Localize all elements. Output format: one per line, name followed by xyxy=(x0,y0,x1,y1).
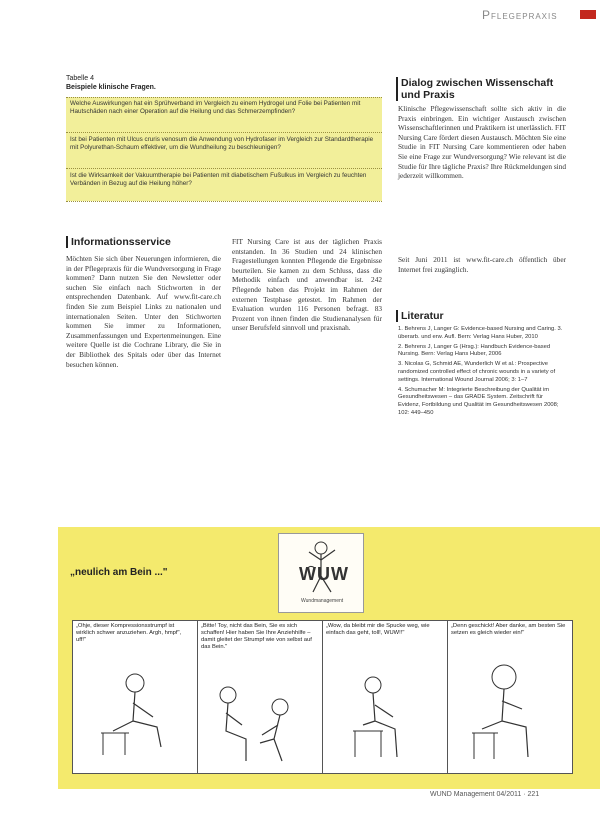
info-body-col2: FIT Nursing Care ist aus der täglichen Praxis entstanden. In 36 Studien und 24 klinischen Fragestellungen konnten Pflegende die Ergebnisse beurteilen. Sie kamen zu dem Schluss, dass die Methodik einfach und anwendbar ist. 242 Pflegende haben das Projekt im Rahmen der externen Testphase getestet. Im Rahmen der Evaluation wurden 116 Personen befragt. 83 Prozent von ihnen finden die Studienanalysen für unser Berufsfeld sinnvoll und praxisnah. xyxy=(232,237,382,333)
comic-panel-4 xyxy=(447,620,573,774)
table-row: Welche Auswirkungen hat ein Sprühverband im Vergleich zu einem Hydrogel und Folie bei Patienten mit Hautschäden nach einer Operation auf die Heilung und das Schmerzempfinden? xyxy=(70,100,361,115)
reference-item: 3. Nicolas G, Schmid AE, Wunderlich W et al.: Prospective randomized controlled effect of chronic wounds in a variety of settings. International Wound Journal 2006; 3: 1–7 xyxy=(398,361,556,383)
reference-item: 4. Schumacher M: Integrierte Beschreibung der Qualität im Gesundheitswesen – das GRADE System. Zeitschrift für Evidenz, Fortbildung und Qualität im Gesundheitswesen 2008; 102: 449–450 xyxy=(398,386,559,416)
dialog-body: Klinische Pflegewissenschaft sollte sich aktiv in die Praxis einbringen. Ein wichtiger Austausch zwischen Wissenschaftlerinnen und Praktikern ist unerlässlich. FIT Nursing Care fördert diesen Austausch. Möchten Sie eine Studie in FIT Nursing Care kommentieren oder haben Sie eine Frage zur Wundversorgung? Wie relevant ist die Studie für Ihre tägliche Praxis? Ihre Rückmeldungen sind jederzeit willkommen. xyxy=(398,104,566,181)
comic-panel-1 xyxy=(72,620,198,774)
dialog-heading: Dialog zwischen Wissenschaft und Praxis xyxy=(396,77,571,101)
speech-bubble: „Denn geschickt! Aber danke, am besten Sie setzen es gleich wieder ein!" xyxy=(451,623,566,636)
table-caption xyxy=(66,74,386,92)
comic-title: „neulich am Bein ..." xyxy=(70,567,168,578)
speech-bubble: „Ohje, dieser Kompressionsstrumpf ist wirklich schwer anzuziehen. Argh, hmpf", uff!" xyxy=(76,623,182,643)
person-pulling-stocking-icon xyxy=(73,621,197,773)
table-rule xyxy=(66,201,382,202)
speech-bubble: „Wow, da bleibt mir die Spucke weg, wie einfach das geht, toll!, WUW!!" xyxy=(326,623,430,636)
logo-subtitle: Wundmanagement xyxy=(301,598,344,604)
table-rule xyxy=(66,97,382,98)
literature-heading: Literatur xyxy=(396,310,521,322)
nurse-helping-icon xyxy=(198,621,322,773)
table-row: Ist bei Patienten mit Ulcus cruris venosum die Anwendung von Hydrofaser im Vergleich zur Standardtherapie mit Polyurethan-Schaum effektiver, um die Wundheilung zu beschleunigen? xyxy=(70,136,374,151)
comic-panel-3 xyxy=(322,620,448,774)
person-with-stocking-aid-icon xyxy=(323,621,447,773)
info-heading: Informationsservice xyxy=(66,236,231,248)
reference-item: 1. Behrens J, Langer G: Evidence-based Nursing and Caring. 3. überarb. und erw. Aufl. Bern: Verlag Hans Huber, 2010 xyxy=(398,326,563,340)
comic-logo xyxy=(278,533,364,613)
section-color-bar xyxy=(580,10,596,19)
table-rule xyxy=(66,168,382,169)
speech-bubble: „Bitte! Toy, nicht das Bein, Sie es sich schaffen! Hier haben Sie Ihre Anziehhilfe – damit gleitet der Strumpf wie von selbst auf das Bein." xyxy=(201,623,312,650)
comic-panel-2 xyxy=(197,620,323,774)
logo-text: WUW xyxy=(299,564,349,584)
table-rule xyxy=(66,132,382,133)
table-title: Beispiele klinische Fragen. xyxy=(66,84,156,91)
reference-item: 2. Behrens J, Langer G (Hrsg.): Handbuch Evidence-based Nursing. Bern: Verlag Hans Huber, 2006 xyxy=(398,343,551,358)
section-header: Pflegepraxis xyxy=(482,8,558,22)
info-body-col1: Möchten Sie sich über Neuerungen informieren, die in der Pflegepraxis für die Wundversorgung in Frage kommen? Dann nutzen Sie den Newsletter oder suchen Sie einfach nach Stichworten in der entsprechenden Datenbank. Auf www.fit-care.ch finden Sie zum Beispiel Links zu nationalen und internationalen Seiten. Unter den Stichworten kommen Sie immer zu Informationen, Zusammenfassungen und Expertenmeinungen. Eine weitere Quelle ist die Cochrane Library, die Sie in der Bibliothek des Spitals oder über das Internet besuchen können. xyxy=(66,254,221,369)
page-footer: WUND Management 04/2011 · 221 xyxy=(430,791,540,798)
table-number: Tabelle 4 xyxy=(66,75,95,82)
smiling-person-icon xyxy=(448,621,572,773)
dialog-body-2: Seit Juni 2011 ist www.fit-care.ch öffentlich über Internet frei zugänglich. xyxy=(398,255,566,274)
reference-list xyxy=(398,326,564,418)
table-row: Ist die Wirksamkeit der Vakuumtherapie bei Patienten mit diabetischem Fußulkus im Vergleich zu feuchten Verbänden in Bezug auf die Heilung höher? xyxy=(70,172,367,187)
